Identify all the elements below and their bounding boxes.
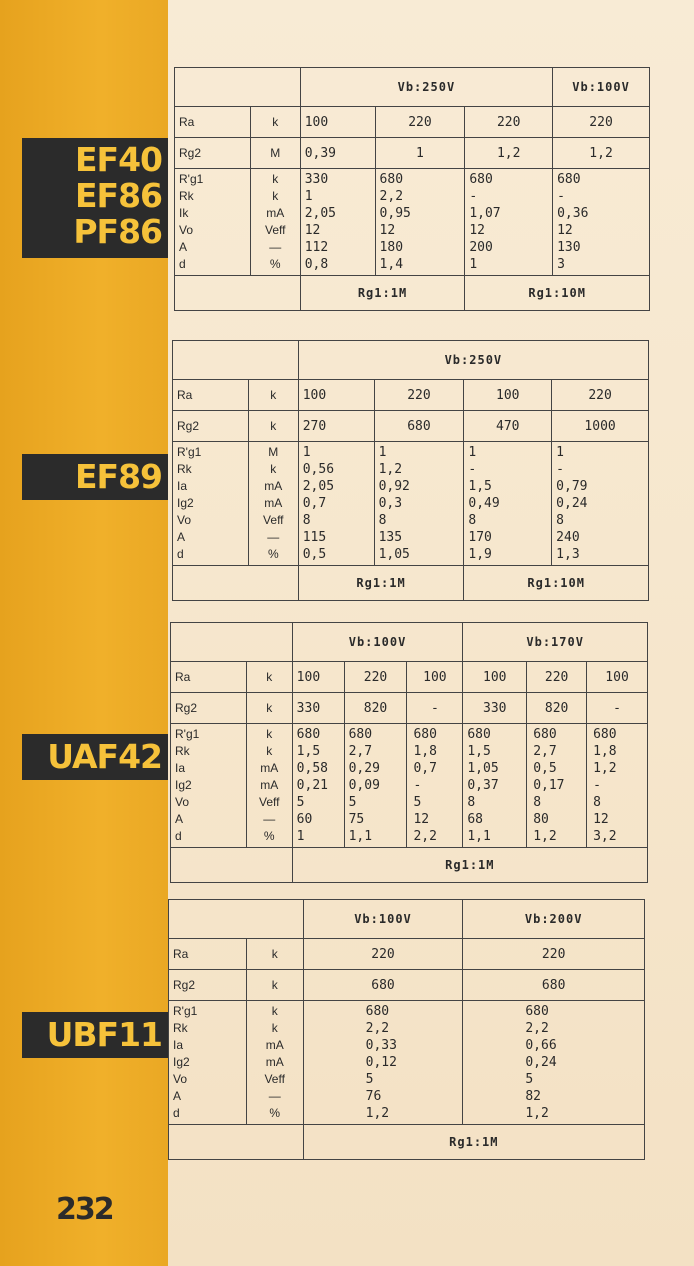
unit-list: M k mA mA Veff — % (248, 442, 298, 566)
param-label: Rg2 (171, 693, 247, 724)
unit-list: k k mA mA Veff — % (246, 1001, 303, 1125)
param-label: Rg2 (173, 411, 249, 442)
value-cell: 220 (374, 380, 464, 411)
tube-name: EF40 (74, 140, 162, 179)
params-row (175, 169, 650, 276)
unit-label: M (250, 138, 300, 169)
value-column: 680 1,5 0,58 0,21 5 60 1 (292, 724, 344, 848)
value-cell: 680 (463, 970, 645, 1001)
grid-resistor-note: Rg1:1M (300, 276, 465, 311)
value-cell: 330 (463, 693, 527, 724)
param-label: Rg2 (175, 138, 251, 169)
value-cell: 220 (303, 939, 463, 970)
value-column: 680 1,5 1,05 0,37 8 68 1,1 (463, 724, 527, 848)
unit-label: k (250, 107, 300, 138)
footer-row (169, 1125, 645, 1160)
param-label: Ra (169, 939, 247, 970)
spec-table-uaf42 (170, 622, 648, 883)
value-column: 680 2,7 0,29 0,09 5 75 1,1 (344, 724, 407, 848)
param-label: Rg2 (169, 970, 247, 1001)
tube-label-uaf42 (22, 734, 168, 780)
param-list: R'g1 Rk Ia Ig2 Vo A d (169, 1001, 247, 1125)
value-cell: 220 (465, 107, 553, 138)
unit-label: k (246, 693, 292, 724)
grid-resistor-note: Rg1:10M (465, 276, 650, 311)
param-label: Ra (175, 107, 251, 138)
vb-header: Vb:250V (298, 341, 648, 380)
unit-label: k (246, 662, 292, 693)
unit-label: k (248, 380, 298, 411)
footer-row (171, 848, 648, 883)
value-column: 680 2,7 0,5 0,17 8 80 1,2 (527, 724, 587, 848)
value-cell: 100 (298, 380, 374, 411)
value-column: 680 2,2 0,66 0,24 5 82 1,2 (463, 1001, 645, 1125)
tube-name: UAF42 (47, 737, 162, 776)
header-row (169, 900, 645, 939)
value-cell: 100 (464, 380, 552, 411)
grid-resistor-note: Rg1:10M (464, 566, 649, 601)
page-number: 232 (56, 1192, 113, 1227)
value-cell: 220 (527, 662, 587, 693)
tube-label-ef40-ef86-pf86 (22, 138, 168, 258)
value-column: 680 1,8 0,7 - 5 12 2,2 (407, 724, 463, 848)
vb-header: Vb:200V (463, 900, 645, 939)
params-row (173, 442, 649, 566)
param-list: R'g1 Rk Ia Ig2 Vo A d (173, 442, 249, 566)
vb-header: Vb:100V (553, 68, 650, 107)
param-list: R'g1 Rk Ia Ig2 Vo A d (171, 724, 247, 848)
value-cell: 100 (463, 662, 527, 693)
value-cell: 0,39 (300, 138, 375, 169)
value-cell: 680 (303, 970, 463, 1001)
vb-header: Vb:170V (463, 623, 648, 662)
rg2-row (171, 693, 648, 724)
value-column: 330 1 2,05 12 112 0,8 (300, 169, 375, 276)
spec-table-ef89 (172, 340, 649, 601)
value-cell: 270 (298, 411, 374, 442)
value-cell: 820 (527, 693, 587, 724)
param-label: Ra (171, 662, 247, 693)
unit-list: k k mA Veff — % (250, 169, 300, 276)
value-cell: 220 (375, 107, 465, 138)
spec-table-ubf11 (168, 899, 645, 1160)
params-row (171, 724, 648, 848)
footer-row (175, 276, 650, 311)
param-list: R'g1 Rk Ik Vo A d (175, 169, 251, 276)
grid-resistor-note: Rg1:1M (303, 1125, 644, 1160)
ra-row (175, 107, 650, 138)
footer-row (173, 566, 649, 601)
value-cell: 1,2 (465, 138, 553, 169)
header-row (171, 623, 648, 662)
value-cell: 1000 (552, 411, 649, 442)
spec-table-ef40 (174, 67, 650, 311)
value-cell: - (587, 693, 648, 724)
grid-resistor-note: Rg1:1M (298, 566, 464, 601)
unit-label: k (248, 411, 298, 442)
unit-label: k (246, 970, 303, 1001)
tube-name: EF86 (74, 176, 162, 215)
value-cell: 1 (375, 138, 465, 169)
value-column: 680 2,2 0,33 0,12 5 76 1,2 (303, 1001, 463, 1125)
tube-name: PF86 (73, 212, 162, 251)
value-cell: 100 (300, 107, 375, 138)
value-cell: 100 (292, 662, 344, 693)
value-cell: 100 (587, 662, 648, 693)
header-row (173, 341, 649, 380)
value-column: 680 1,8 1,2 - 8 12 3,2 (587, 724, 648, 848)
value-cell: - (407, 693, 463, 724)
rg2-row (173, 411, 649, 442)
header-row (175, 68, 650, 107)
vb-header: Vb:250V (300, 68, 552, 107)
value-column: 1 - 1,5 0,49 8 170 1,9 (464, 442, 552, 566)
grid-resistor-note: Rg1:1M (292, 848, 647, 883)
value-cell: 680 (374, 411, 464, 442)
param-label: Ra (173, 380, 249, 411)
tube-name: UBF11 (46, 1015, 162, 1054)
tube-label-ubf11 (22, 1012, 168, 1058)
value-cell: 820 (344, 693, 407, 724)
value-column: 680 - 0,36 12 130 3 (553, 169, 650, 276)
unit-list: k k mA mA Veff — % (246, 724, 292, 848)
ra-row (169, 939, 645, 970)
rg2-row (169, 970, 645, 1001)
tube-label-ef89 (22, 454, 168, 500)
vb-header: Vb:100V (303, 900, 463, 939)
value-cell: 220 (552, 380, 649, 411)
ra-row (173, 380, 649, 411)
value-cell: 330 (292, 693, 344, 724)
value-cell: 100 (407, 662, 463, 693)
value-cell: 470 (464, 411, 552, 442)
params-row (169, 1001, 645, 1125)
value-column: 680 - 1,07 12 200 1 (465, 169, 553, 276)
value-cell: 220 (463, 939, 645, 970)
value-cell: 220 (344, 662, 407, 693)
value-column: 680 2,2 0,95 12 180 1,4 (375, 169, 465, 276)
value-cell: 1,2 (553, 138, 650, 169)
value-cell: 220 (553, 107, 650, 138)
vb-header: Vb:100V (292, 623, 463, 662)
rg2-row (175, 138, 650, 169)
unit-label: k (246, 939, 303, 970)
value-column: 1 - 0,79 0,24 8 240 1,3 (552, 442, 649, 566)
value-column: 1 0,56 2,05 0,7 8 115 0,5 (298, 442, 374, 566)
tube-name: EF89 (74, 457, 162, 496)
ra-row (171, 662, 648, 693)
value-column: 1 1,2 0,92 0,3 8 135 1,05 (374, 442, 464, 566)
